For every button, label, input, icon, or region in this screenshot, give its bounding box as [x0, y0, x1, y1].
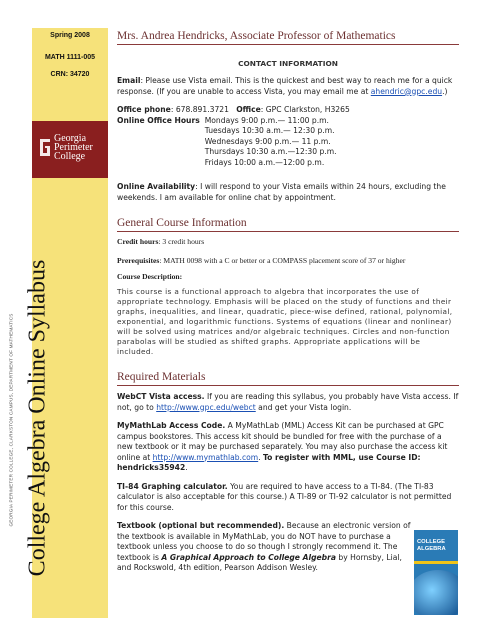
availability-paragraph: Online Availability: I will respond to your Vista emails within 24 hours, excluding the weekends. I am available for online chat by appointment.: [117, 182, 446, 202]
course-code: MATH 1111-005: [44, 54, 96, 61]
course-description: This course is a functional approach to algebra that incorporates the use of appropriate technology. Emphasis will be placed on the study of functions and their graphs, inequalities, and linear, quadratic, piece-wise defined, rational, polynomial, exponential, and logarithmic functions. Systems of equations (linear and nonlinear) will be solved using matrices and/or algebraic techniques. Circles and non-function parabolas will be studied as shifted graphs. Appropriate applications will be included.: [117, 287, 453, 356]
department-subtitle: GEORGIA PERIMETER COLLEGE, CLARKSTON CAMPUS, DEPARTMENT OF MATHEMATICS: [8, 313, 14, 527]
office-hours-label: Online Office Hours: [117, 115, 200, 125]
instructor-heading: Mrs. Andrea Hendricks, Associate Professor of Mathematics: [117, 30, 459, 45]
email-link[interactable]: ahendric@gpc.edu: [370, 86, 443, 96]
webct-link[interactable]: http://www.gpc.edu/webct: [156, 402, 256, 412]
mymathlab-paragraph: MyMathLab Access Code. A MyMathLab (MML) Access Kit can be purchased at GPC campus bookstores. This access kit should be bundled for free with the purchase of a new textbook or it may be purchased separately. You may also purchase the access kit online at http://www.mymathlab.com. To register with MML, use Course ID: hendricks35942.: [117, 421, 448, 472]
college-logo-mark: [38, 138, 52, 157]
office-hours-list: [205, 116, 459, 169]
textbook-title: A Graphical Approach to College Algebra: [161, 552, 336, 562]
office-hours-item: Thursdays 10:30 a.m.—12:30 p.m.: [204, 147, 337, 156]
email-paragraph: Email: Please use Vista email. This is the quickest and best way to reach me for a quick response. (If you are unable to access Vista, you may email me at ahendric@gpc.edu.): [117, 76, 453, 96]
required-materials-heading: Required Materials: [117, 371, 459, 386]
credit-hours: Credit hours: 3 credit hours: [117, 237, 205, 246]
syllabus-title: College Algebra Online Syllabus: [24, 259, 51, 577]
main-content: [117, 30, 459, 574]
office-hours-item: Wednesdays 9:00 p.m.— 11 p.m.: [204, 136, 331, 146]
vista-paragraph: WebCT Vista access. If you are reading this syllabus, you probably have Vista access. If not, go to http://www.gpc.edu/webct and get your Vista login.: [117, 392, 459, 412]
calculator-paragraph: TI-84 Graphing calculator. You are required to have access to a TI-84. (The TI-83 calculator is also acceptable for this course.) A TI-89 or TI-92 calculator is not permitted for this course.: [117, 481, 452, 512]
office-hours-item: Fridays 10:00 a.m.—12:00 p.m.: [204, 157, 325, 167]
course-description-label: Course Description:: [117, 272, 183, 281]
prerequisites: Prerequisites: MATH 0098 with a C or better or a COMPASS placement score of 37 or higher: [117, 256, 406, 265]
college-logo-text: Georgia Perimeter College: [54, 133, 93, 162]
textbook-paragraph: Textbook (optional but recommended). Because an electronic version of the textbook is available in MyMathLab, you do NOT have to purchase a textbook unless you choose to do so though I strongly recommend it. The textbook is A Graphical Approach to College Algebra by Hornsby, Lial, and Rockswold, 4th edition, Pearson Addison Wesley.: [117, 521, 411, 572]
contact-heading: CONTACT INFORMATION: [238, 59, 338, 68]
phone-office-line: Office phone: 678.891.3721 Office: GPC Clarkston, H3265: [117, 105, 350, 114]
office-hours-item: Mondays 9:00 p.m.— 11:00 p.m.: [204, 115, 329, 125]
college-logo: [32, 121, 108, 178]
mymathlab-link[interactable]: http://www.mymathlab.com: [152, 452, 259, 462]
semester-label: Spring 2008: [50, 32, 90, 39]
office-hours: [117, 116, 459, 169]
office-hours-item: Tuesdays 10:30 a.m.— 12:30 p.m.: [204, 126, 335, 135]
crn-number: CRN: 34720: [50, 71, 90, 78]
general-info-heading: General Course Information: [117, 217, 459, 232]
course-id-note: To register with MML, use Course ID: hendricks35942: [117, 452, 421, 472]
textbook-cover-image: COLLEGE ALGEBRA: [414, 530, 458, 615]
email-label: Email: [117, 76, 141, 85]
